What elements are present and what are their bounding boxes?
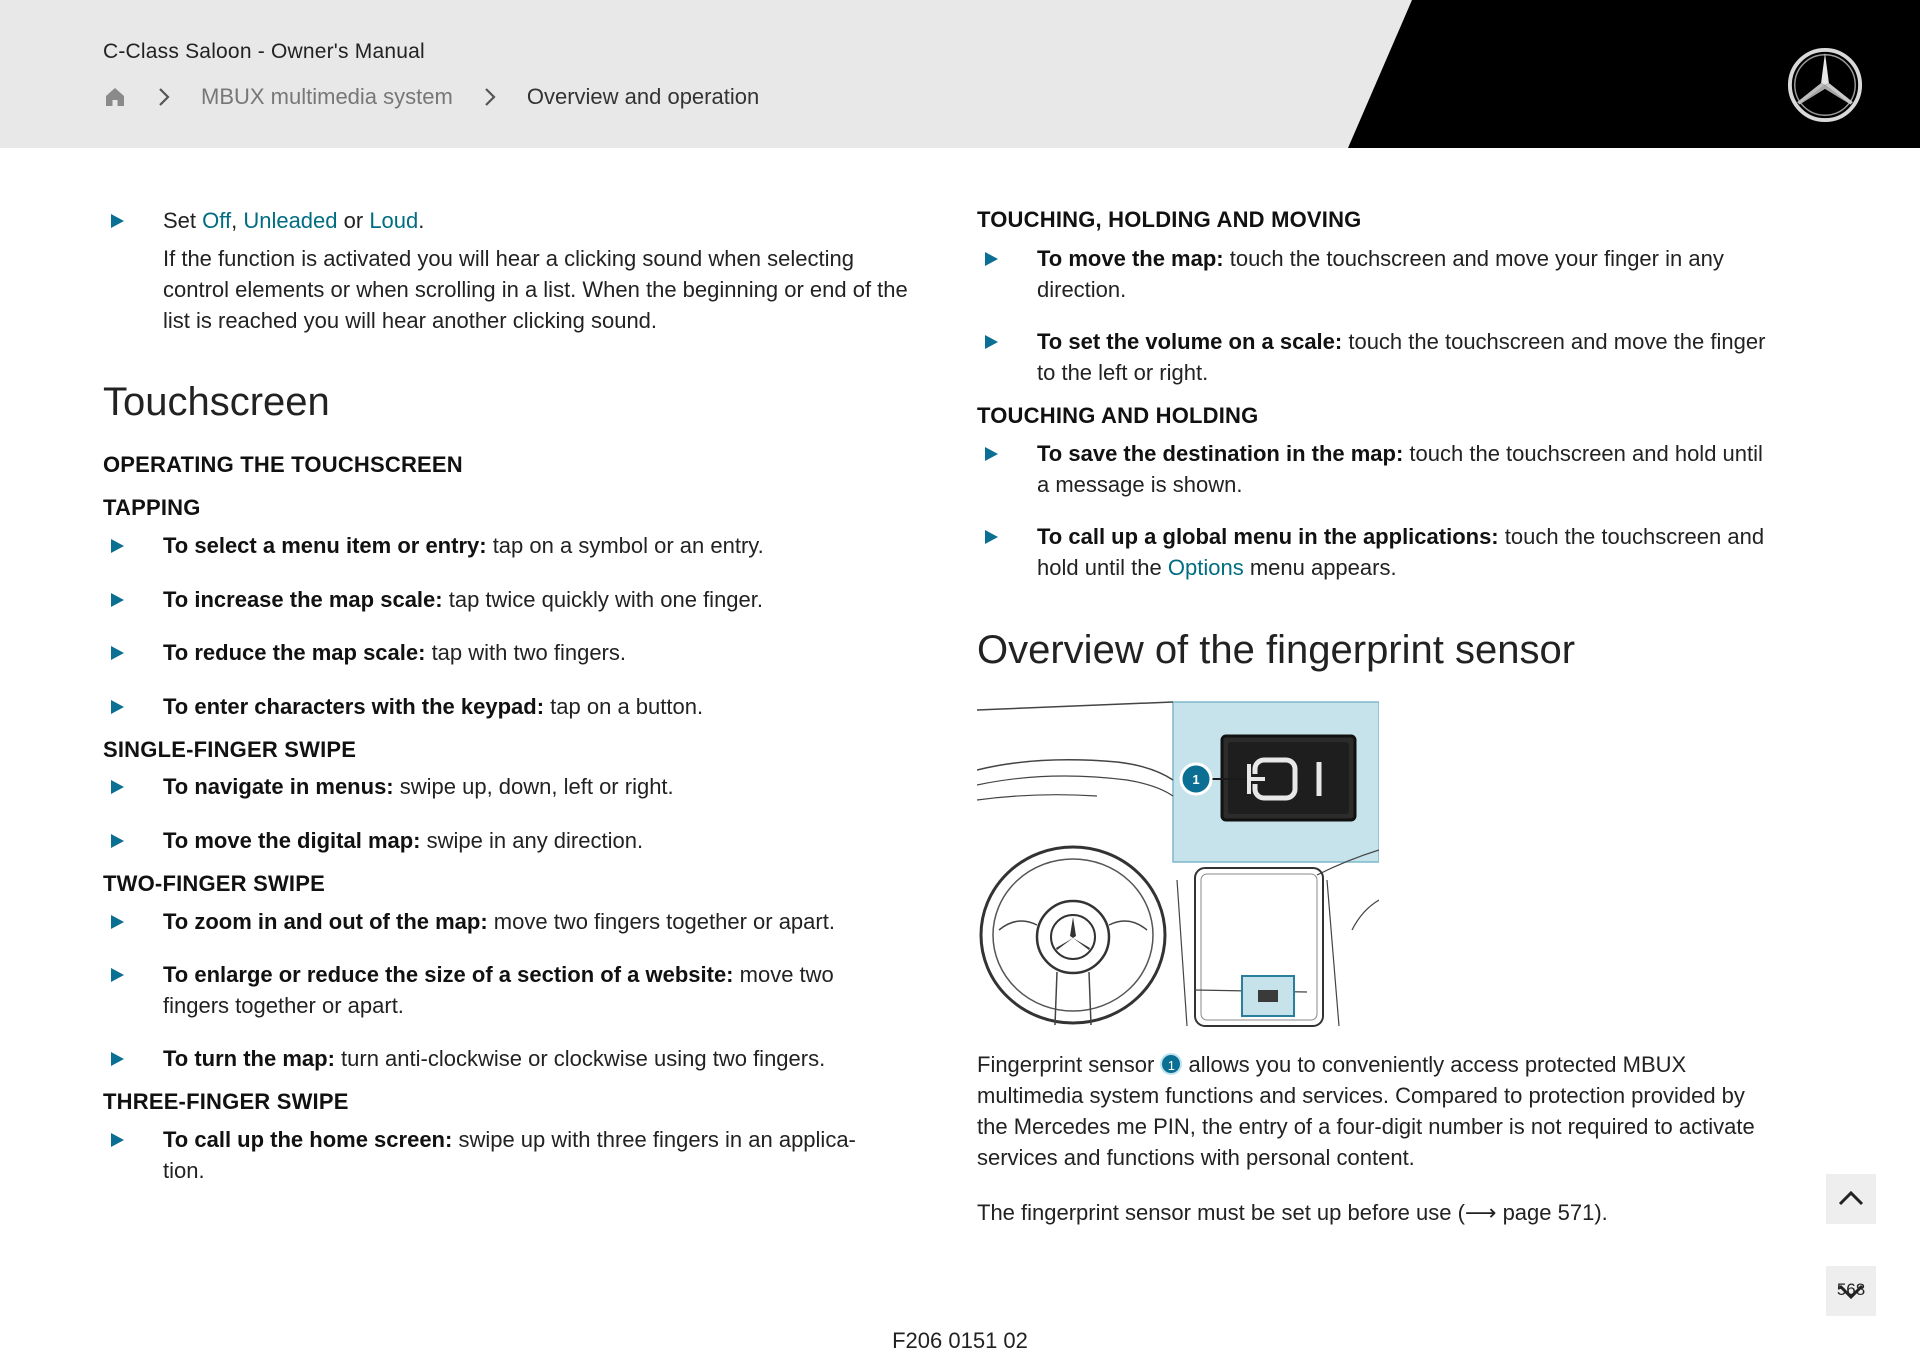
list-item: To enter characters with the keypad: tap on a button.	[103, 691, 903, 722]
fingerprint-paragraph: Fingerprint sensor 1 allows you to conveniently access protected MBUX multimedia system functions and services. Compared to protection provided by the Mercedes me PIN, the entry of a four-digit number is not required to activate services and functions with personal content.	[977, 1052, 1755, 1170]
breadcrumb-section-link[interactable]: MBUX multimedia system	[201, 84, 453, 109]
breadcrumb-current: Overview and operation	[526, 84, 760, 109]
two-swipe-heading: TWO-FINGER SWIPE	[103, 871, 325, 896]
arrow-bullet-icon	[111, 593, 124, 607]
breadcrumb	[103, 82, 759, 112]
arrow-bullet-icon	[111, 968, 124, 982]
arrow-bullet-icon	[111, 646, 124, 660]
list-item: To reduce the map scale: tap with two fingers.	[103, 637, 903, 668]
arrow-bullet-icon	[985, 335, 998, 349]
single-swipe-heading: SINGLE-FINGER SWIPE	[103, 737, 357, 762]
option-off: Off	[202, 208, 232, 233]
list-item: To increase the map scale: tap twice quickly with one finger.	[103, 584, 903, 615]
home-icon[interactable]	[103, 85, 127, 109]
setup-note: The fingerprint sensor must be set up before use (⟶ page 571).	[977, 1200, 1608, 1225]
list-item: To move the map: touch the touchscreen and move your finger in any direction.	[977, 243, 1777, 305]
list-item: To save the destination in the map: touch the touchscreen and hold until a message is shown.	[977, 438, 1777, 500]
touch-hold-move-heading: TOUCHING, HOLDING AND MOVING	[977, 207, 1362, 232]
fingerprint-sensor-illustration	[977, 700, 1379, 1030]
chevron-right-icon	[479, 86, 501, 108]
chevron-right-icon	[153, 86, 175, 108]
arrow-bullet-icon	[111, 214, 124, 228]
operating-heading: OPERATING THE TOUCHSCREEN	[103, 452, 463, 477]
tapping-heading: TAPPING	[103, 495, 201, 520]
page-header	[0, 0, 1920, 148]
chevron-up-icon	[1826, 1174, 1876, 1224]
arrow-bullet-icon	[985, 447, 998, 461]
manual-title: C-Class Saloon - Owner's Manual	[103, 40, 425, 63]
arrow-bullet-icon	[111, 700, 124, 714]
arrow-bullet-icon	[111, 915, 124, 929]
touch-hold-heading: TOUCHING AND HOLDING	[977, 403, 1259, 428]
document-code: F206 0151 02	[892, 1328, 1028, 1353]
list-item: To turn the map: turn anti-clockwise or clockwise using two fingers.	[103, 1043, 903, 1074]
arrow-bullet-icon	[111, 1133, 124, 1147]
touchscreen-heading: Touchscreen	[103, 380, 330, 424]
mercedes-star-logo	[1786, 46, 1864, 124]
arrow-bullet-icon	[111, 834, 124, 848]
list-item: To move the digital map: swipe in any direction.	[103, 825, 903, 856]
arrow-bullet-icon	[111, 1052, 124, 1066]
list-item: To zoom in and out of the map: move two fingers together or apart.	[103, 906, 903, 937]
arrow-bullet-icon	[985, 252, 998, 266]
callout-badge: 1	[1160, 1053, 1182, 1075]
list-item: To select a menu item or entry: tap on a symbol or an entry.	[103, 530, 903, 561]
scroll-up-button[interactable]	[1826, 1174, 1876, 1224]
list-item: To call up a global menu in the applications: touch the touchscreen and hold until the Options menu appears.	[977, 521, 1777, 583]
sound-option-bullet: Set Off, Unleaded or Loud.	[103, 205, 903, 236]
option-unleaded: Unleaded	[243, 208, 338, 233]
list-item: To enlarge or reduce the size of a section of a website: move two fingers together or apart.	[103, 959, 903, 1021]
arrow-bullet-icon	[111, 539, 124, 553]
options-menu-term: Options	[1167, 555, 1244, 580]
option-loud: Loud	[369, 208, 419, 233]
arrow-bullet-icon	[111, 780, 124, 794]
list-item: To call up the home screen: swipe up with three fingers in an applica- tion.	[103, 1124, 903, 1186]
list-item: To navigate in menus: swipe up, down, left or right.	[103, 771, 903, 802]
three-swipe-heading: THREE-FINGER SWIPE	[103, 1089, 349, 1114]
intro-paragraph: If the function is activated you will hear a clicking sound when selecting control elements or when scrolling in a list. When the beginning or end of the list is reached you will hear another clicking sound.	[163, 246, 908, 333]
list-item: To set the volume on a scale: touch the touchscreen and move the finger to the left or right.	[977, 326, 1777, 388]
fingerprint-heading: Overview of the fingerprint sensor	[977, 628, 1576, 672]
arrow-bullet-icon	[985, 530, 998, 544]
figure-callout-number: 1	[1192, 772, 1200, 787]
header-logo-panel	[0, 0, 1920, 148]
page-number: 568	[1836, 1280, 1866, 1299]
